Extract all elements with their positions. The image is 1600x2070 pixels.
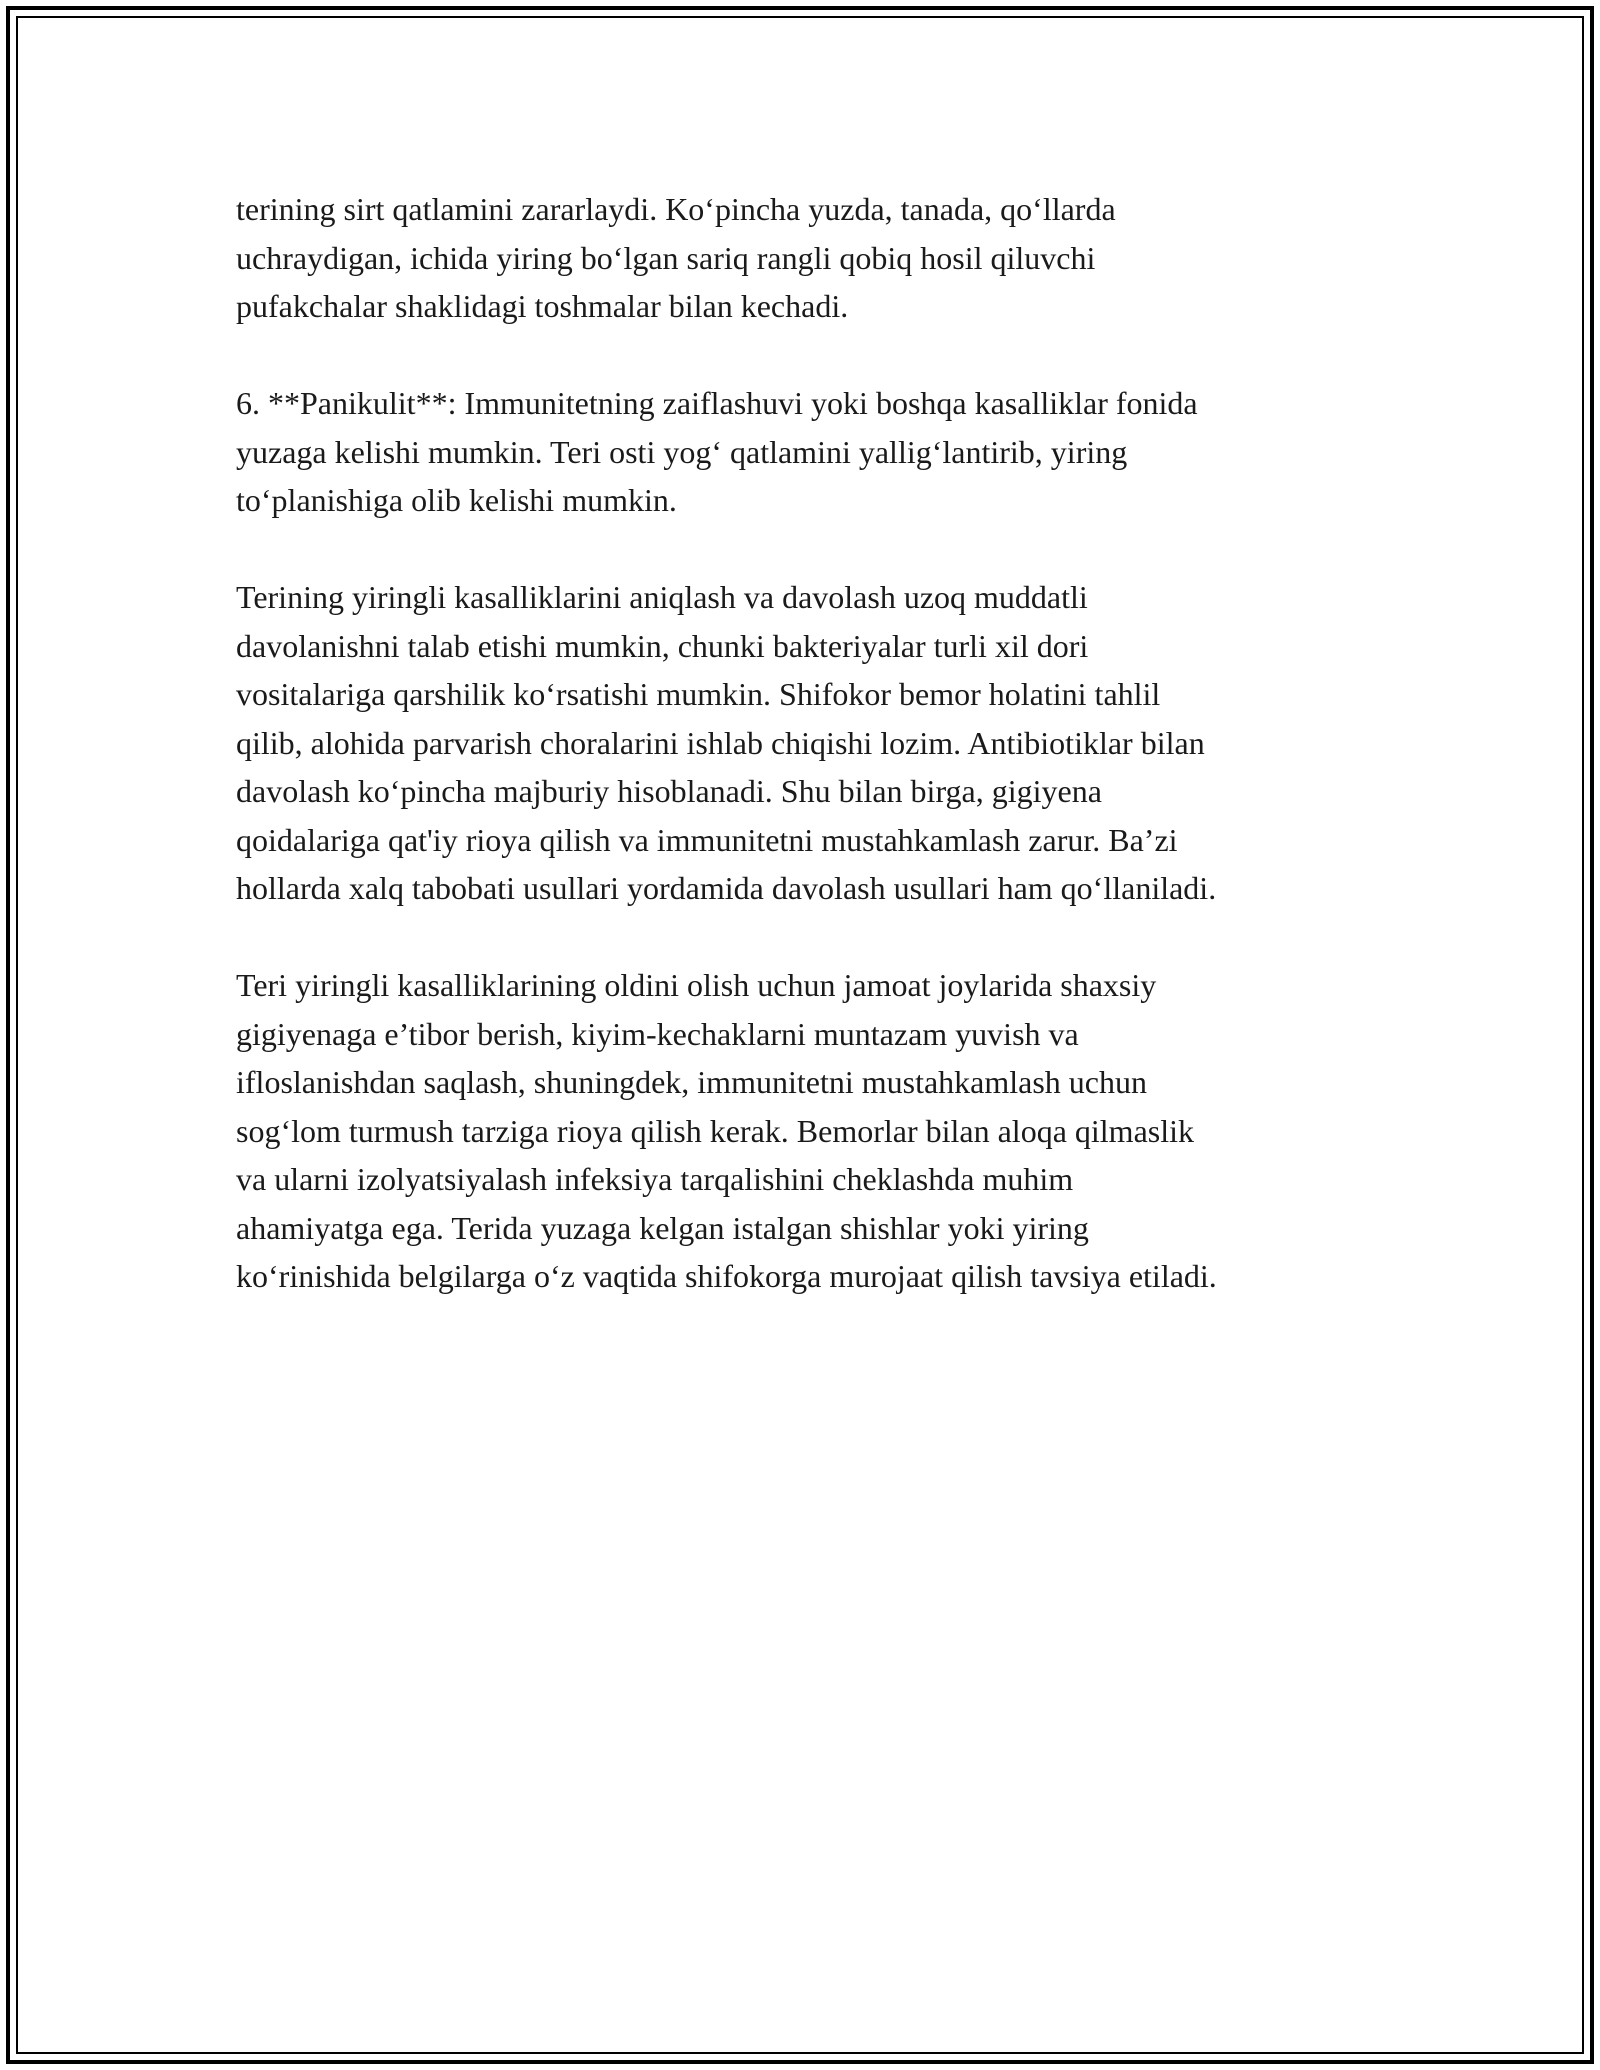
text-line: Teri yiringli kasalliklarining oldini olish uchun jamoat joylarida shaxsiy: [236, 967, 1157, 1003]
document-body: [236, 185, 1416, 1349]
text-line: sog‘lom turmush tarziga rioya qilish kerak. Bemorlar bilan aloqa qilmaslik: [236, 1112, 1194, 1149]
text-line: qoidalariga qat'iy rioya qilish va immunitetni mustahkamlash zarur. Ba’zi: [236, 821, 1178, 858]
paragraph-4: [236, 961, 1416, 1301]
text-line: Terining yiringli kasalliklarini aniqlash va davolash uzoq muddatli: [236, 579, 1088, 615]
text-line: to‘planishiga olib kelishi mumkin.: [236, 482, 677, 518]
text-line: ifloslanishdan saqlash, shuningdek, immunitetni mustahkamlash uchun: [236, 1064, 1147, 1100]
text-line: ko‘rinishida belgilarga o‘z vaqtida shifokorga murojaat qilish tavsiya etiladi.: [236, 1258, 1217, 1294]
paragraph-1: [236, 185, 1416, 331]
paragraph-2: [236, 379, 1416, 525]
text-line: hollarda xalq tabobati usullari yordamida davolash usullari ham qo‘llaniladi.: [236, 870, 1217, 906]
text-line: qilib, alohida parvarish choralarini ishlab chiqishi lozim. Antibiotiklar bilan: [236, 724, 1205, 761]
text-line: davolash ko‘pincha majburiy hisoblanadi. Shu bilan birga, gigiyena: [236, 773, 1102, 809]
text-line: pufakchalar shaklidagi toshmalar bilan kechadi.: [236, 288, 849, 324]
text-line: yuzaga kelishi mumkin. Teri osti yog‘ qatlamini yallig‘lantirib, yiring: [236, 433, 1128, 470]
text-line: vositalariga qarshilik ko‘rsatishi mumkin. Shifokor bemor holatini tahlil: [236, 676, 1161, 712]
text-line: gigiyenaga e’tibor berish, kiyim-kechaklarni muntazam yuvish va: [236, 1015, 1079, 1052]
paragraph-3: [236, 573, 1416, 913]
text-line: terining sirt qatlamini zararlaydi. Ko‘pincha yuzda, tanada, qo‘llarda: [236, 191, 1116, 227]
text-line: ahamiyatga ega. Terida yuzaga kelgan istalgan shishlar yoki yiring: [236, 1209, 1089, 1246]
text-line: 6. **Panikulit**: Immunitetning zaiflashuvi yoki boshqa kasalliklar fonida: [236, 385, 1198, 421]
text-line: uchraydigan, ichida yiring bo‘lgan sariq rangli qobiq hosil qiluvchi: [236, 239, 1096, 276]
text-line: davolanishni talab etishi mumkin, chunki bakteriyalar turli xil dori: [236, 627, 1089, 664]
text-line: va ularni izolyatsiyalash infeksiya tarqalishini cheklashda muhim: [236, 1161, 1074, 1197]
